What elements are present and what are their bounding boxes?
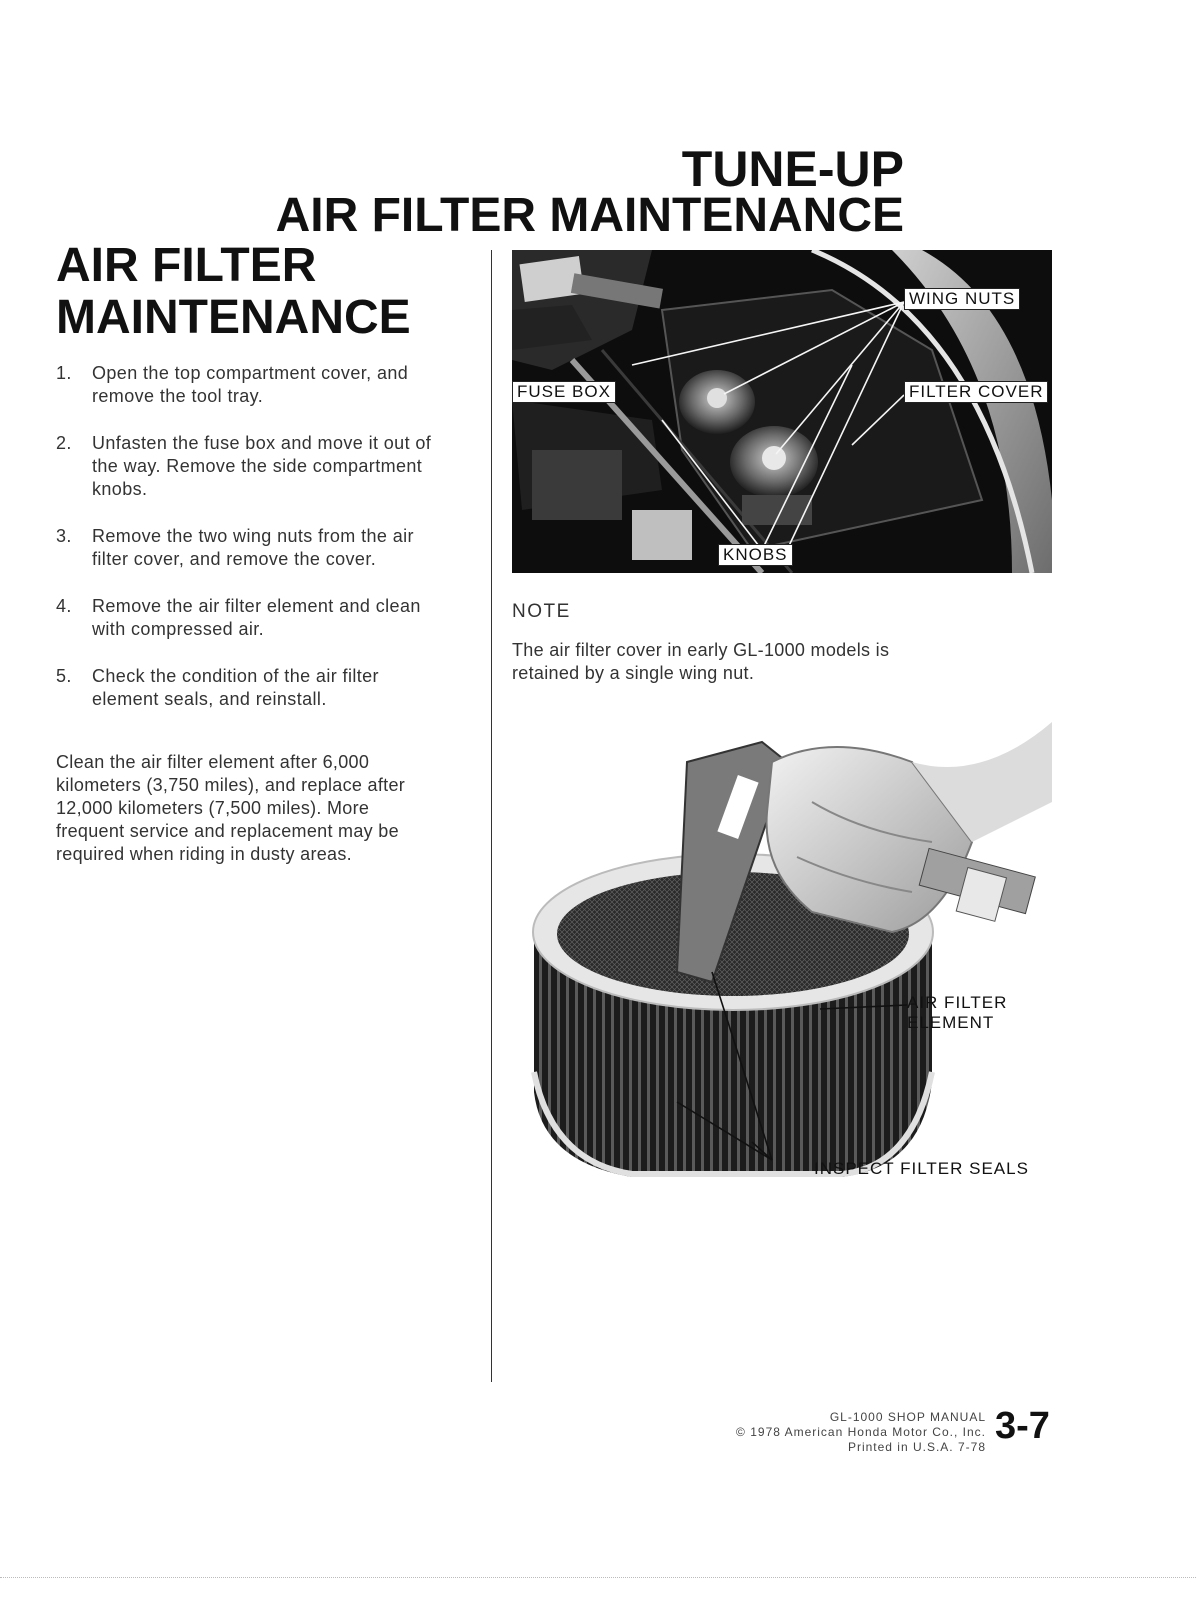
label-air-filter-line2: ELEMENT	[907, 1013, 995, 1032]
note-text: The air filter cover in early GL-1000 models is retained by a single wing nut.	[512, 640, 890, 683]
step-number: 3.	[56, 526, 72, 546]
footer-manual-name: GL-1000 SHOP MANUAL	[829, 1410, 986, 1424]
service-interval-paragraph: Clean the air filter element after 6,000 kilometers (3,750 miles), and replace after 12,000 kilometers (7,500 miles). More frequent service and replacement may be required when riding in dusty areas.	[56, 752, 406, 864]
step-item	[56, 362, 446, 408]
step-text: Remove the air filter element and clean with compressed air.	[92, 596, 421, 639]
label-wing-nuts: WING NUTS	[904, 288, 1020, 310]
page-title: AIR FILTER MAINTENANCE	[275, 189, 904, 242]
step-text: Check the condition of the air filter element seals, and reinstall.	[92, 666, 379, 709]
column-divider	[491, 250, 492, 1382]
label-fuse-box: FUSE BOX	[512, 381, 616, 403]
compartment-photo	[512, 250, 1052, 573]
section-title: TUNE-UP	[681, 141, 904, 197]
left-title-line1: AIR FILTER	[56, 239, 317, 292]
footer-printed: Printed in U.S.A. 7-78	[847, 1440, 986, 1454]
left-column-title	[56, 240, 411, 344]
label-air-filter-line1: AIR FILTER	[907, 993, 1008, 1012]
step-item	[56, 595, 446, 641]
step-item	[56, 525, 446, 571]
step-text: Remove the two wing nuts from the air filter cover, and remove the cover.	[92, 526, 414, 569]
step-number: 1.	[56, 363, 72, 383]
step-item	[56, 665, 446, 711]
step-text: Open the top compartment cover, and remove the tool tray.	[92, 363, 409, 406]
note-heading: NOTE	[512, 601, 571, 622]
footer-imprint	[736, 1410, 986, 1455]
step-item	[56, 432, 446, 501]
step-text: Unfasten the fuse box and move it out of the way. Remove the side compartment knobs.	[92, 433, 432, 499]
label-filter-cover: FILTER COVER	[904, 381, 1048, 403]
label-inspect-filter-seals: INSPECT FILTER SEALS	[814, 1159, 1029, 1178]
filter-element-photo	[512, 722, 1052, 1222]
procedure-steps	[56, 362, 446, 735]
filter-element-drawing	[512, 722, 1052, 1222]
step-number: 5.	[56, 666, 72, 686]
step-number: 4.	[56, 596, 72, 616]
label-air-filter-element	[907, 993, 1007, 1033]
footer-copyright: © 1978 American Honda Motor Co., Inc.	[736, 1425, 986, 1439]
step-number: 2.	[56, 433, 72, 453]
page-number: 3-7	[995, 1405, 1050, 1447]
label-knobs: KNOBS	[718, 544, 793, 566]
scan-edge-line	[0, 1577, 1196, 1579]
left-title-line2: MAINTENANCE	[56, 291, 411, 344]
